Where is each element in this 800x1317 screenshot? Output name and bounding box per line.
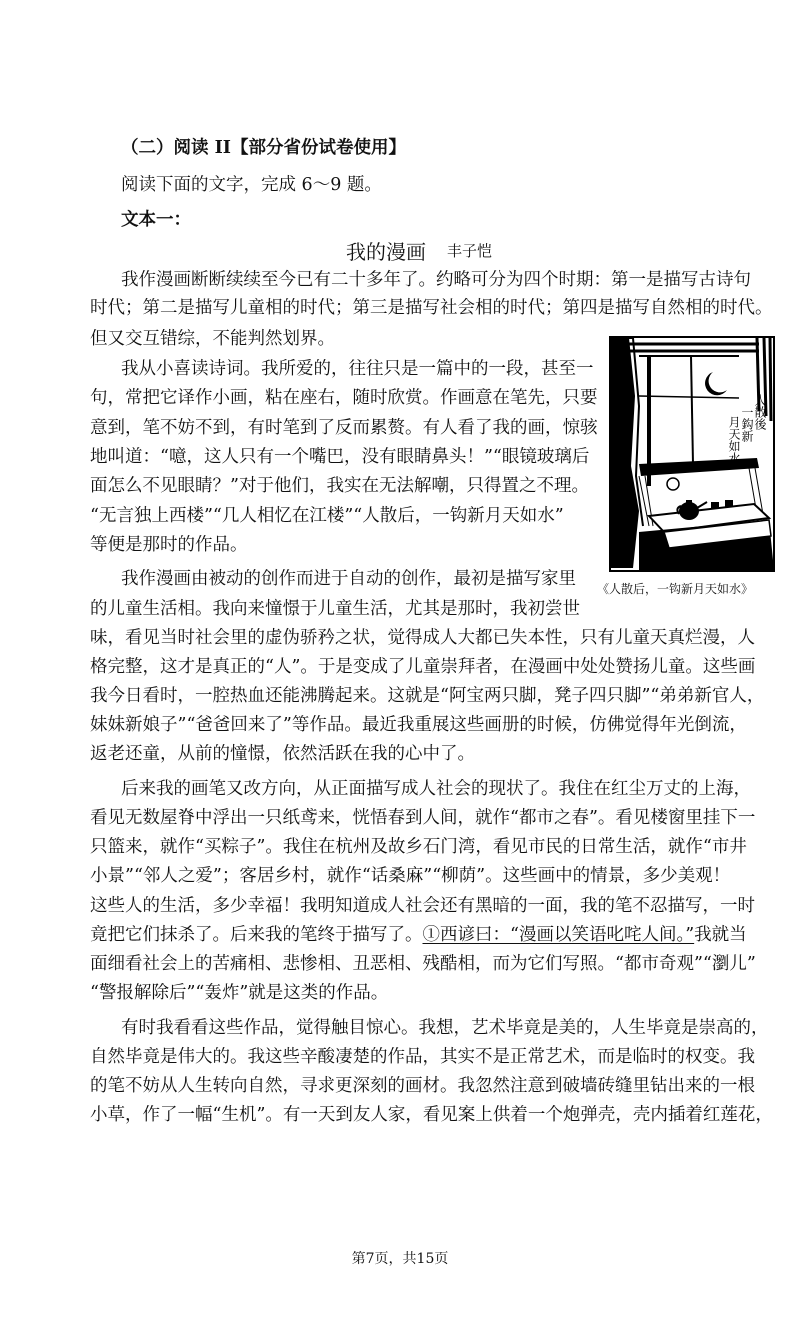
inscription-line: 月天如水 bbox=[727, 416, 741, 464]
paragraph-5-line: 的笔不妨从人生转向自然，寻求更深刻的画材。我忽然注意到破墙砖缝里钻出来的一根 bbox=[90, 1076, 755, 1096]
paragraph-2-line: 意到，笔不妨不到，有时笔到了反而累赘。有人看了我的画，惊骇 bbox=[90, 418, 598, 438]
paragraph-4-line: 面细看社会上的苦痛相、悲惨相、丑恶相、残酷相，而为它们写照。“都市奇观”“瀏儿” bbox=[90, 954, 756, 974]
comic-illustration bbox=[609, 336, 775, 572]
paragraph-4-line: 后来我的画笔又改方向，从正面描写成人社会的现状了。我住在红尘万丈的上海， bbox=[121, 779, 751, 799]
paragraph-3-line: 我作漫画由被动的创作而进于自动的创作，最初是描写家里 bbox=[121, 569, 576, 589]
paragraph-4-line: 看见无数屋脊中浮出一只纸鸢来，恍悟春到人间，就作“都市之春”。看见楼窗里挂下一 bbox=[90, 808, 756, 828]
paragraph-4-line bbox=[90, 923, 747, 947]
paragraph-1-line: 时代；第二是描写儿童相的时代；第三是描写社会相的时代；第四是描写自然相的时代。 bbox=[90, 298, 773, 318]
inscription-line: 人散後 bbox=[753, 394, 767, 430]
essay-author: 丰子恺 bbox=[447, 242, 493, 260]
paragraph-2-line: “无言独上西楼”“几人相忆在江楼”“人散后，一钩新月天如水” bbox=[90, 506, 564, 526]
inscription-line: 一鈎新 bbox=[740, 406, 754, 442]
paragraph-5-line: 自然毕竟是伟大的。我这些辛酸凄楚的作品，其实不是正常艺术，而是临时的权变。我 bbox=[90, 1047, 755, 1067]
paragraph-3-line: 妹妹新娘子”“爸爸回来了”等作品。最近我重展这些画册的时候，仿佛觉得年光倒流， bbox=[90, 715, 747, 735]
paragraph-3-line: 返老还童，从前的憧憬，依然活跃在我的心中了。 bbox=[90, 744, 475, 764]
paragraph-2-line: 句，常把它译作小画，粘在座右，随时欣赏。作画意在笔先，只要 bbox=[90, 388, 598, 408]
paragraph-3-line: 我今日看时，一腔热血还能沸腾起来。这就是“阿宝两只脚，凳子四只脚”“弟弟新官人， bbox=[90, 686, 765, 706]
paragraph-4-line: 只篮来，就作“买粽子”。我住在杭州及故乡石门湾，看见市民的日常生活，就作“市井 bbox=[90, 837, 747, 857]
paragraph-2-line: 我从小喜读诗词。我所爱的，往往只是一篇中的一段，甚至一 bbox=[121, 359, 594, 379]
paragraph-3-line: 格完整，这才是真正的“人”。于是变成了儿童崇拜者，在漫画中处处赞扬儿童。这些画 bbox=[90, 657, 756, 677]
paragraph-4-line: 这些人的生活，多少幸福！我明知道成人社会还有黑暗的一面，我的笔不忍描写，一时 bbox=[90, 896, 755, 916]
line-text: 竟把它们抹杀了。后来我的笔终于描写了。 bbox=[90, 925, 423, 945]
illustration-caption: 《人散后，一钩新月天如水》 bbox=[597, 582, 754, 596]
paragraph-2-line: 等便是那时的作品。 bbox=[90, 535, 248, 555]
paragraph-5-line: 小草，作了一幅“生机”。有一天到友人家，看见案上供着一个炮弹壳，壳内插着红莲花， bbox=[90, 1105, 773, 1125]
paragraph-1-line: 我作漫画断断续续至今已有二十多年了。约略可分为四个时期：第一是描写古诗句 bbox=[121, 270, 751, 290]
paragraph-4-line: 小景”“邻人之爱”；客居乡村，就作“话桑麻”“柳荫”。这些画中的情景，多少美观！ bbox=[90, 866, 731, 886]
text-label: 文本一： bbox=[121, 210, 191, 230]
paragraph-5-line: 有时我看看这些作品，觉得触目惊心。我想，艺术毕竟是美的，人生毕竟是崇高的， bbox=[121, 1018, 769, 1038]
instruction: 阅读下面的文字，完成 6～9 题。 bbox=[121, 175, 382, 195]
section-heading: （二）阅读 II【部分省份试卷使用】 bbox=[121, 138, 406, 158]
line-text: 我就当 bbox=[694, 925, 747, 945]
paragraph-3-line: 的儿童生活相。我向来憧憬于儿童生活，尤其是那时，我初尝世 bbox=[90, 599, 580, 619]
paragraph-3-line: 味，看见当时社会里的虚伪骄矜之状，觉得成人大都已失本性，只有儿童天真烂漫，人 bbox=[90, 628, 755, 648]
page-footer: 第7页，共15页 bbox=[351, 1251, 449, 1267]
paragraph-2-line: 面怎么不见眼睛？”对于他们，我实在无法解嘲，只得置之不理。 bbox=[90, 476, 589, 496]
paragraph-2-line: 地叫道：“噫，这人只有一个嘴巴，没有眼睛鼻头！”“眼镜玻璃后 bbox=[90, 447, 590, 467]
paragraph-1-line: 但又交互错综，不能判然划界。 bbox=[90, 329, 335, 349]
underlined-quote: ①西谚曰：“漫画以笑语叱咤人间。” bbox=[422, 925, 695, 945]
paragraph-4-line: “警报解除后”“轰炸”就是这类的作品。 bbox=[90, 983, 389, 1003]
essay-title: 我的漫画 bbox=[346, 240, 426, 264]
